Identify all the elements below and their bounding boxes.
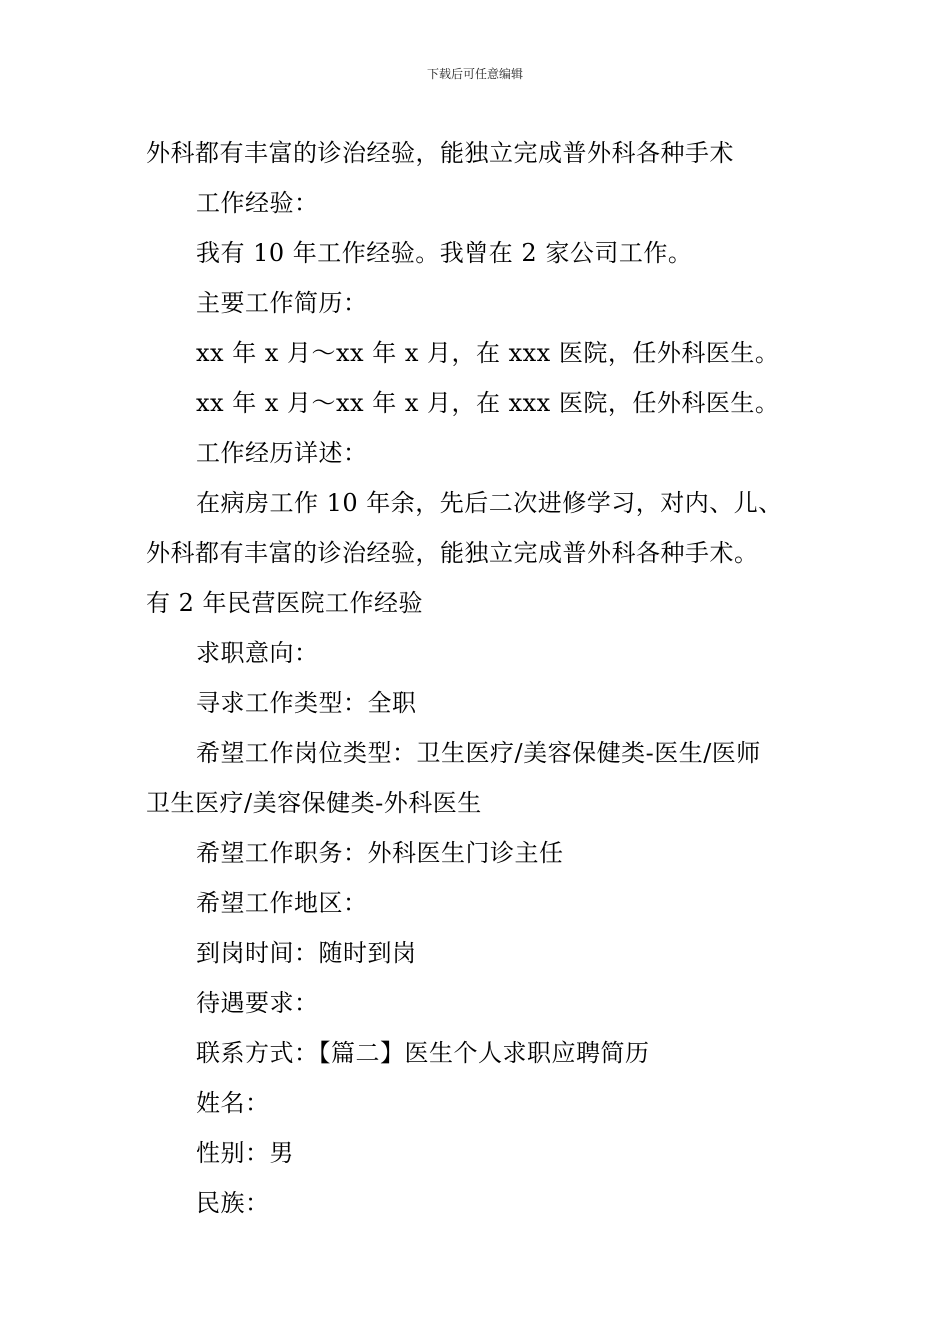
- section-heading-work-details: 工作经历详述：: [196, 439, 368, 467]
- field-ethnicity: 民族：: [196, 1189, 270, 1217]
- text-line: 有 2 年民营医院工作经验: [146, 589, 424, 617]
- section-heading-work-experience: 工作经验：: [196, 189, 319, 217]
- field-position-type-continued: 卫生医疗/美容保健类-外科医生: [146, 789, 482, 817]
- text-line: 我有 10 年工作经验。我曾在 2 家公司工作。: [196, 239, 693, 267]
- field-salary: 待遇要求：: [196, 989, 319, 1017]
- document-body: [146, 128, 816, 1228]
- field-contact: 联系方式：【篇二】医生个人求职应聘简历: [196, 1039, 650, 1067]
- text-line: 外科都有丰富的诊治经验，能独立完成普外科各种手术: [146, 139, 734, 167]
- text-line: 在病房工作 10 年余，先后二次进修学习，对内、儿、: [196, 489, 783, 517]
- section-heading-main-resume: 主要工作简历：: [196, 289, 368, 317]
- field-desired-region: 希望工作地区：: [196, 889, 368, 917]
- field-start-time: 到岗时间：随时到岗: [196, 939, 417, 967]
- field-gender: 性别：男: [196, 1139, 294, 1167]
- field-position-type: 希望工作岗位类型：卫生医疗/美容保健类-医生/医师: [196, 739, 761, 767]
- text-line: 外科都有丰富的诊治经验，能独立完成普外科各种手术。: [146, 539, 759, 567]
- section-heading-job-intention: 求职意向：: [196, 639, 319, 667]
- field-job-type: 寻求工作类型：全职: [196, 689, 417, 717]
- resume-entry: xx 年 x 月～xx 年 x 月，在 xxx 医院，任外科医生。: [196, 389, 780, 417]
- resume-entry: xx 年 x 月～xx 年 x 月，在 xxx 医院，任外科医生。: [196, 339, 780, 367]
- field-desired-title: 希望工作职务：外科医生门诊主任: [196, 839, 564, 867]
- field-name: 姓名：: [196, 1089, 270, 1117]
- page-header: 下载后可任意编辑: [426, 67, 523, 81]
